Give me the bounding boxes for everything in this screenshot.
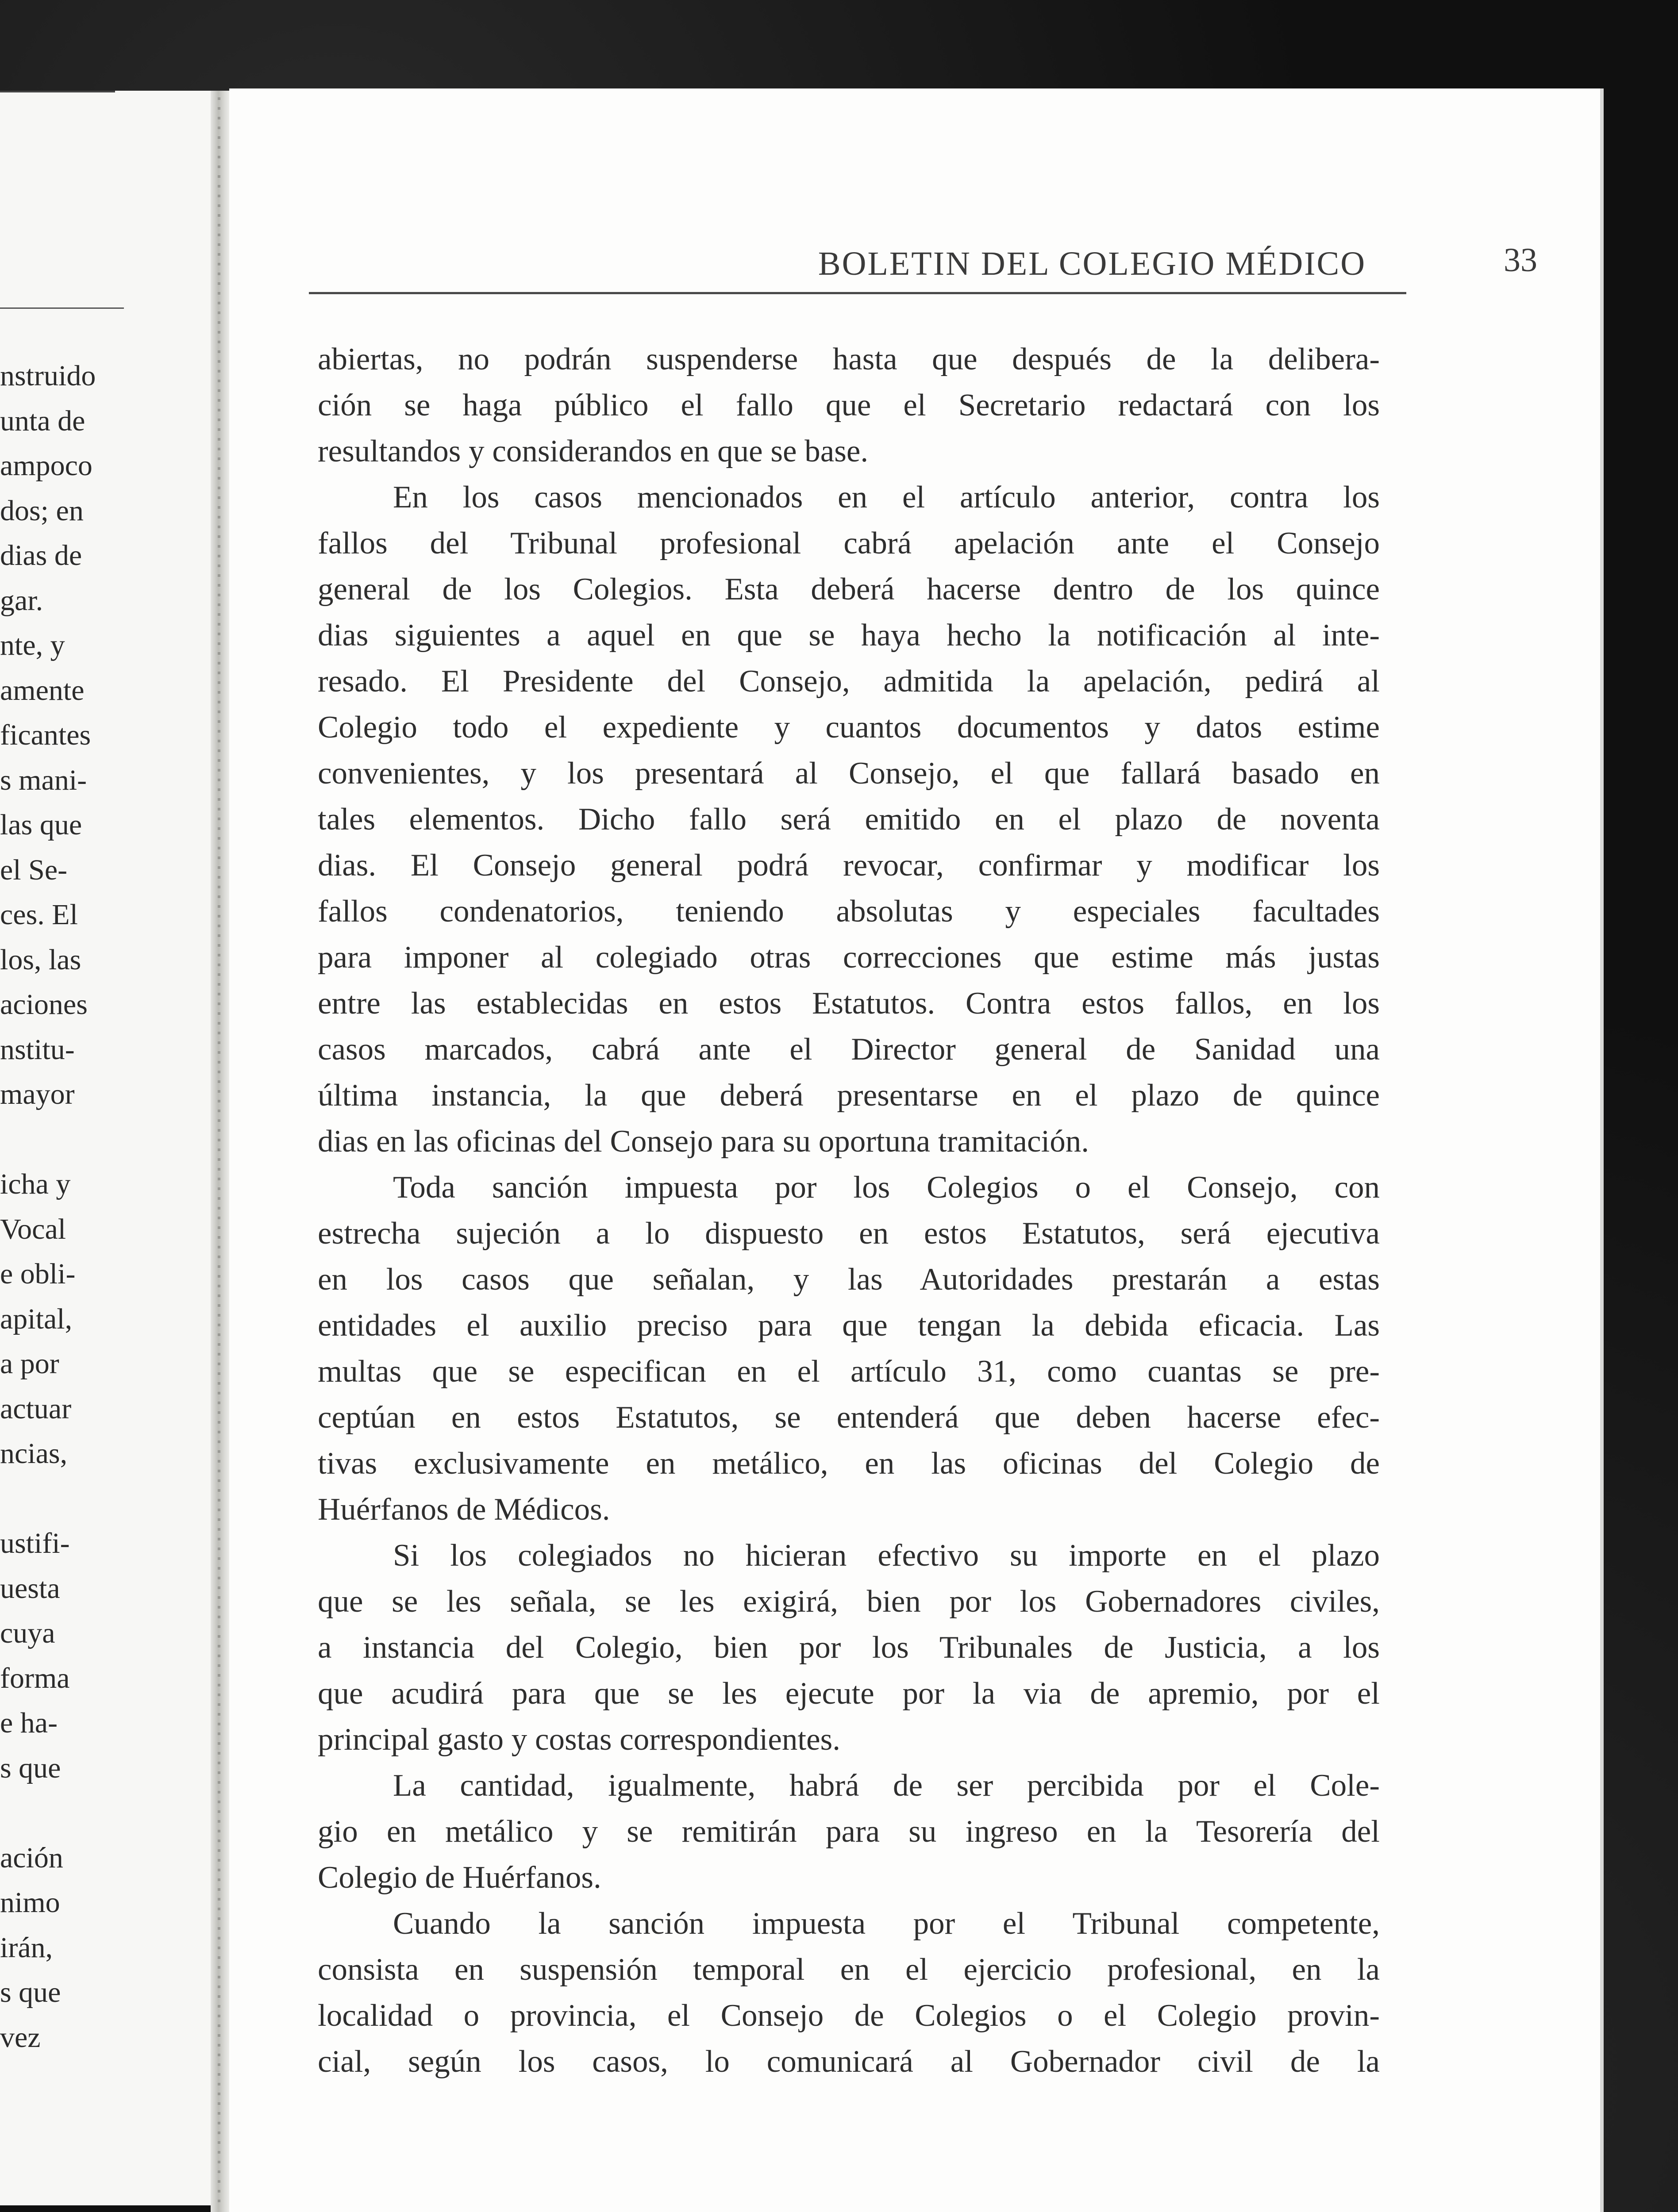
text-line: cial, según los casos, lo comunicará al Gobernador civil de la — [318, 2044, 1380, 2079]
previous-page-line: s que — [0, 1751, 61, 1784]
previous-page-line: cuya — [0, 1617, 55, 1649]
previous-page-line: mayor — [0, 1078, 75, 1110]
previous-page-line: icha y — [0, 1168, 71, 1200]
text-line: tivas exclusivamente en metálico, en las oficinas del Colegio de — [318, 1446, 1380, 1481]
previous-page-top-rule — [0, 91, 115, 92]
text-line: fallos del Tribunal profesional cabrá apelación ante el Consejo — [318, 526, 1380, 561]
previous-page-line: apital, — [0, 1302, 73, 1335]
text-line: Colegio de Huérfanos. — [318, 1860, 601, 1895]
previous-page-line: s que — [0, 1976, 61, 2008]
previous-page-line: amente — [0, 674, 85, 707]
previous-page-head-rule — [0, 307, 124, 309]
text-line: multas que se especifican en el artículo 31, como cuantas se pre- — [318, 1354, 1380, 1389]
text-line: a instancia del Colegio, bien por los Tribunales de Justicia, a los — [318, 1630, 1380, 1665]
previous-page-line: ncias, — [0, 1437, 68, 1470]
previous-page-line: gar. — [0, 584, 43, 617]
text-line: fallos condenatorios, teniendo absolutas y especiales facultades — [318, 894, 1380, 929]
text-line: localidad o provincia, el Consejo de Colegios o el Colegio provin- — [318, 1998, 1380, 2033]
previous-page-line: nte, y — [0, 629, 65, 661]
previous-page-line: nimo — [0, 1886, 60, 1919]
book-gutter — [211, 91, 230, 2212]
running-title: BOLETIN DEL COLEGIO MÉDICO — [818, 245, 1366, 282]
text-line: ción se haga público el fallo que el Secretario redactará con los — [318, 388, 1380, 422]
previous-page-line: dos; en — [0, 494, 84, 527]
previous-page-line: los, las — [0, 943, 81, 976]
body-text — [318, 336, 1380, 2085]
paragraph-start-line: Si los colegiados no hicieran efectivo su importe en el plazo — [393, 1538, 1380, 1573]
previous-page-line: nstitu- — [0, 1033, 75, 1066]
paragraph-start-line: Toda sanción impuesta por los Colegios o el Consejo, con — [393, 1170, 1380, 1205]
document-page — [229, 88, 1604, 2212]
previous-page-edge — [0, 91, 217, 2205]
text-line: dias. El Consejo general podrá revocar, confirmar y modificar los — [318, 848, 1380, 883]
previous-page-line: las que — [0, 809, 82, 841]
previous-page-line: aciones — [0, 988, 88, 1021]
text-line: dias siguientes a aquel en que se haya hecho la notificación al inte- — [318, 618, 1380, 653]
previous-page-line: nstruido — [0, 360, 96, 392]
previous-page-line: ficantes — [0, 719, 91, 751]
text-line: Huérfanos de Médicos. — [318, 1492, 610, 1527]
running-header — [548, 239, 1636, 283]
text-line: principal gasto y costas correspondientes. — [318, 1722, 841, 1757]
paragraph-start-line: En los casos mencionados en el artículo anterior, contra los — [393, 480, 1380, 515]
previous-page-line: s mani- — [0, 764, 87, 796]
text-line: consista en suspensión temporal en el ejercicio profesional, en la — [318, 1952, 1380, 1987]
text-line: entidades el auxilio preciso para que tengan la debida eficacia. Las — [318, 1308, 1380, 1343]
previous-page-line: el Se- — [0, 853, 68, 886]
text-line: general de los Colegios. Esta deberá hacerse dentro de los quince — [318, 572, 1380, 607]
text-line: resultandos y considerandos en que se base. — [318, 434, 869, 469]
previous-page-line: e obli- — [0, 1258, 76, 1290]
page-number: 33 — [1504, 242, 1537, 279]
text-line: que se les señala, se les exigirá, bien por los Gobernadores civiles, — [318, 1584, 1380, 1619]
text-line: abiertas, no podrán suspenderse hasta que después de la delibera- — [318, 342, 1380, 376]
text-line: estrecha sujeción a lo dispuesto en estos Estatutos, será ejecutiva — [318, 1216, 1380, 1251]
previous-page-line: e ha- — [0, 1707, 58, 1739]
header-rule — [309, 292, 1406, 294]
previous-page-line: Vocal — [0, 1213, 66, 1245]
paragraph-start-line: La cantidad, igualmente, habrá de ser percibida por el Cole- — [393, 1768, 1380, 1803]
previous-page-line: ación — [0, 1841, 63, 1874]
previous-page-line: ampoco — [0, 449, 92, 482]
text-line: que acudirá para que se les ejecute por la via de apremio, por el — [318, 1676, 1380, 1711]
text-line: Colegio todo el expediente y cuantos documentos y datos estime — [318, 710, 1380, 745]
text-line: entre las establecidas en estos Estatutos. Contra estos fallos, en los — [318, 986, 1380, 1021]
previous-page-line: forma — [0, 1662, 70, 1694]
binding-stitches — [218, 97, 220, 2203]
text-line: última instancia, la que deberá presentarse en el plazo de quince — [318, 1078, 1380, 1113]
paragraph-start-line: Cuando la sanción impuesta por el Tribunal competente, — [393, 1906, 1380, 1941]
text-line: resado. El Presidente del Consejo, admitida la apelación, pedirá al — [318, 664, 1380, 699]
text-line: casos marcados, cabrá ante el Director general de Sanidad una — [318, 1032, 1380, 1067]
text-line: dias en las oficinas del Consejo para su oportuna tramitación. — [318, 1124, 1089, 1159]
text-line: para imponer al colegiado otras correcciones que estime más justas — [318, 940, 1380, 975]
text-line: en los casos que señalan, y las Autoridades prestarán a estas — [318, 1262, 1380, 1297]
text-line: gio en metálico y se remitirán para su ingreso en la Tesorería del — [318, 1814, 1380, 1849]
previous-page-line: actuar — [0, 1392, 72, 1425]
text-line: ceptúan en estos Estatutos, se entenderá que deben hacerse efec- — [318, 1400, 1380, 1435]
previous-page-line: ustifi- — [0, 1527, 70, 1559]
text-line: convenientes, y los presentará al Consejo, el que fallará basado en — [318, 756, 1380, 791]
previous-page-line: unta de — [0, 404, 85, 437]
previous-page-line: vez — [0, 2021, 41, 2054]
previous-page-line: a por — [0, 1348, 59, 1380]
previous-page-line: dias de — [0, 539, 82, 572]
previous-page-line: ces. El — [0, 899, 78, 931]
previous-page-line: uesta — [0, 1572, 60, 1605]
text-line: tales elementos. Dicho fallo será emitido en el plazo de noventa — [318, 802, 1380, 837]
previous-page-line: irán, — [0, 1931, 53, 1964]
